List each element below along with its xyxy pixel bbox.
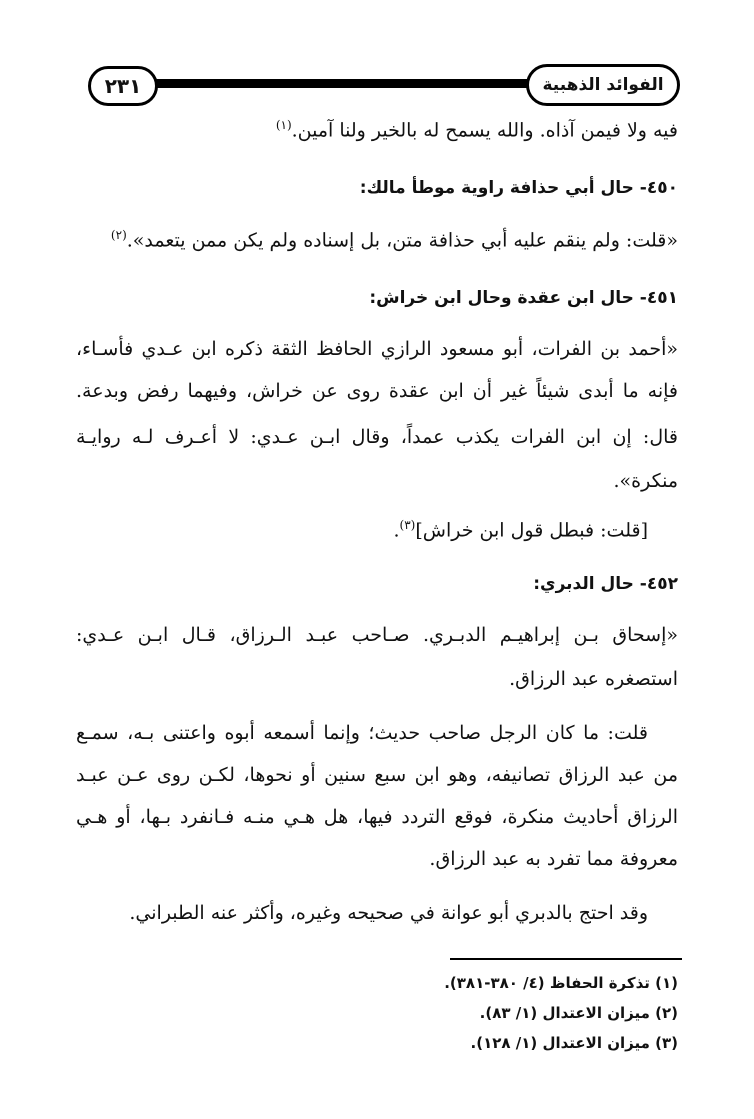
para-451-line-4: منكرة». xyxy=(613,470,678,492)
para-451-line-1: «أحمد بن الفرات، أبو مسعود الرازي الحافظ الثقة ذكره ابن عـدي فأسـاء، xyxy=(76,338,678,360)
footnote-2: (٢) ميزان الاعتدال (١/ ٨٣). xyxy=(479,1004,678,1022)
quote-450-text: «قلت: ولم ينقم عليه أبي حذافة متن، بل إسناده ولم يكن ممن يتعمد». xyxy=(126,229,678,252)
page-number: ٢٣١ xyxy=(88,66,158,106)
footnote-3: (٣) ميزان الاعتدال (١/ ١٢٨). xyxy=(470,1034,678,1052)
para-452-line-7: وقد احتج بالدبري أبو عوانة في صحيحه وغيره، وأكثر عنه الطبراني. xyxy=(129,902,648,924)
para-452-line-6: معروفة مما تفرد به عبد الرزاق. xyxy=(429,848,678,870)
continuation-line xyxy=(76,118,678,141)
quote-450 xyxy=(76,228,678,251)
qawl-text: [قلت: فبطل قول ابن خراش] xyxy=(415,519,648,542)
para-452-line-2: استصغره عبد الرزاق. xyxy=(509,668,678,690)
footnote-1: (١) تذكرة الحفاظ (٤/ ٣٨٠-٣٨١). xyxy=(444,974,678,992)
footnote-ref-2: (٢) xyxy=(110,228,127,242)
page-header xyxy=(88,62,680,106)
continuation-text: فيه ولا فيمن آذاه. والله يسمح له بالخير ولنا آمين. xyxy=(291,119,678,142)
para-452-line-1: «إسحاق بـن إبراهيـم الدبـري. صـاحب عبـد الـرزاق، قـال ابـن عـدي: xyxy=(76,624,678,646)
para-451-line-3: قال: إن ابن الفرات يكذب عمداً، وقال ابـن عـدي: لا أعـرف لـه روايـة xyxy=(76,426,678,448)
footnote-separator xyxy=(450,958,682,960)
book-title: الفوائد الذهبية xyxy=(526,64,680,106)
para-452-line-4: من عبد الرزاق تصانيفه، وهو ابن سبع سنين أو نحوها، لكـن روى عـن عبـد xyxy=(76,764,678,786)
heading-451: ٤٥١- حال ابن عقدة وحال ابن خراش: xyxy=(369,288,678,308)
heading-452: ٤٥٢- حال الدبري: xyxy=(533,574,678,594)
qawl-ibn-khirash xyxy=(76,518,648,541)
header-rule xyxy=(146,79,540,88)
para-451-line-2: فإنه ما أبدى شيئاً غير أن ابن عقدة روى عن خراش، وفيهما رفض وبدعة. xyxy=(76,380,678,402)
footnote-ref-1: (١) xyxy=(275,118,292,132)
para-452-line-5: الرزاق أحاديث منكرة، فوقع التردد فيها، هل هـي منـه فـانفرد بـها، أو هـي xyxy=(76,806,678,828)
footnote-ref-3: (٣) xyxy=(399,518,416,532)
qawl-end: . xyxy=(393,519,400,542)
para-452-line-3: قلت: ما كان الرجل صاحب حديث؛ وإنما أسمعه أبوه واعتنى بـه، سمـع xyxy=(76,722,648,744)
heading-450: ٤٥٠- حال أبي حذافة راوية موطأ مالك: xyxy=(359,178,678,198)
